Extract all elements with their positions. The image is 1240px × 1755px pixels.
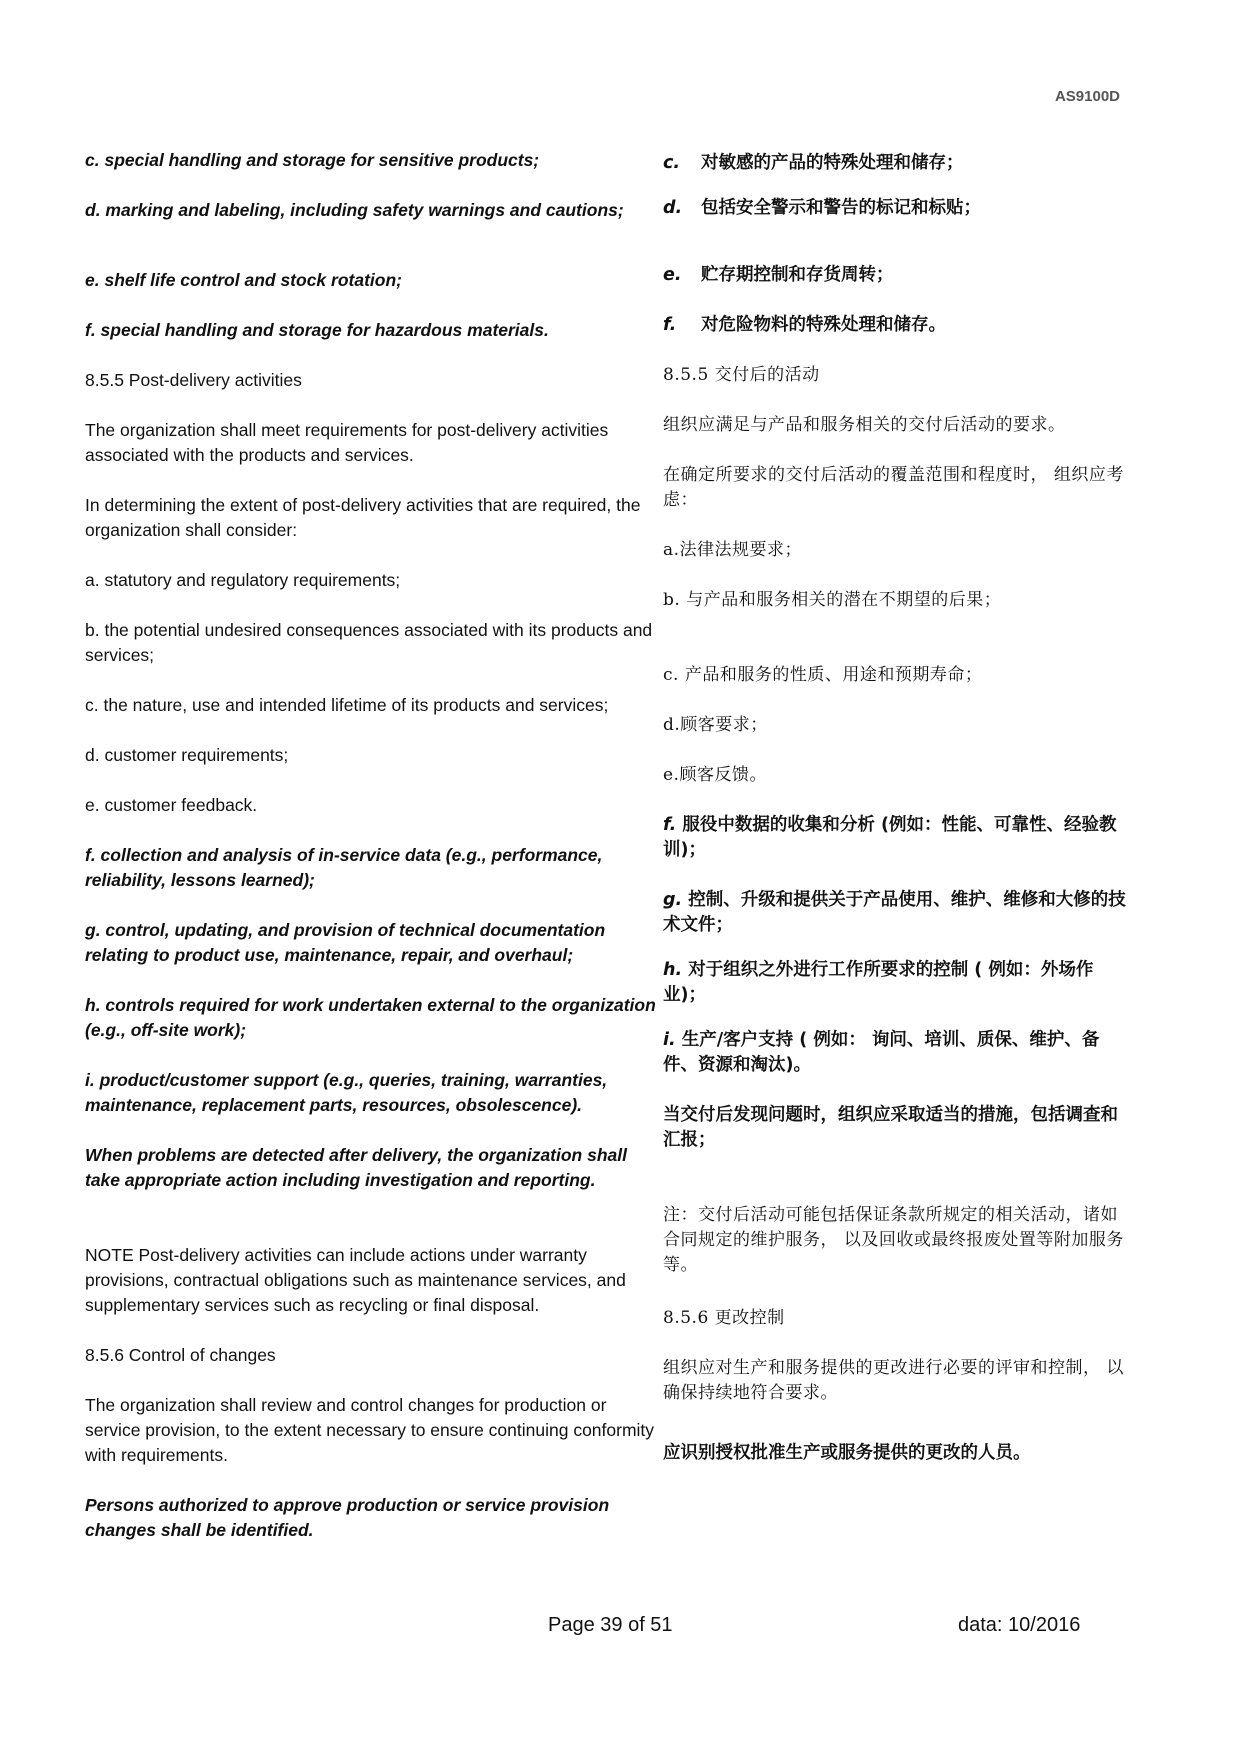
cn-list-item: h. 对于组织之外进行工作所要求的控制 ( 例如：外场作业)； [663,960,1094,1005]
page-number: Page 39 of 51 [548,1614,673,1636]
en-paragraph: The organization shall meet requirements for post-delivery activities associated with the products and services. [85,420,609,465]
cn-item-c: c. 对敏感的产品的特殊处理和储存； [663,153,964,173]
cn-paragraph: 组织应满足与产品和服务相关的交付后活动的要求。 [663,415,1066,435]
en-paragraph: The organization shall review and control changes for production or service provision, to the extent necessary to ensure continuing conformity with requirements. [85,1395,655,1465]
en-paragraph: When problems are detected after delivery, the organization shall take appropriate action including investigation and reporting. [85,1145,627,1190]
cn-note: 注：交付后活动可能包括保证条款所规定的相关活动，诸如合同规定的维护服务， 以及回收或最终报废处置等附加服务等。 [663,1205,1124,1275]
cn-paragraph: 组织应对生产和服务提供的更改进行必要的评审和控制， 以确保持续地符合要求。 [663,1358,1124,1403]
cn-list-item: g. 控制、升级和提供关于产品使用、维护、维修和大修的技术文件； [663,890,1126,935]
cn-list-item: i. 生产/客户支持 ( 例如： 询问、培训、质保、维护、备件、资源和淘汰)。 [663,1030,1100,1075]
en-list-item: f. collection and analysis of in-service data (e.g., performance, reliability, lessons learned); [85,845,603,890]
cn-item-d: d. 包括安全警示和警告的标记和标贴； [663,198,981,218]
cn-list-item: a.法律法规要求； [663,540,803,560]
en-list-item: g. control, updating, and provision of technical documentation relating to product use, maintenance, repair, and overhaul; [85,920,606,965]
document-code: AS9100D [1054,88,1120,105]
en-section-856-title: 8.5.6 Control of changes [85,1345,276,1365]
en-paragraph: Persons authorized to approve production or service provision changes shall be identified. [85,1495,610,1540]
cn-list-item: c. 产品和服务的性质、用途和预期寿命； [663,665,983,685]
en-item-f: f. special handling and storage for hazardous materials. [85,320,549,340]
en-list-item: c. the nature, use and intended lifetime of its products and services; [85,695,609,715]
cn-item-f: f. 对危险物料的特殊处理和储存。 [663,315,946,335]
cn-section-856-title: 8.5.6 更改控制 [663,1308,785,1328]
en-section-855-title: 8.5.5 Post-delivery activities [85,370,302,390]
cn-list-item: f. 服役中数据的收集和分析 (例如：性能、可靠性、经验教训)； [663,815,1117,860]
document-date: data: 10/2016 [958,1614,1081,1636]
cn-list-item: d.顾客要求； [663,715,768,735]
en-paragraph: In determining the extent of post-delivery activities that are required, the organization shall consider: [85,495,641,540]
en-list-item: d. customer requirements; [85,745,289,765]
en-list-item: i. product/customer support (e.g., queries, training, warranties, maintenance, replacement parts, resources, obsolescence). [85,1070,608,1115]
cn-list-item: b. 与产品和服务相关的潜在不期望的后果； [663,590,1002,610]
cn-list-item: e.顾客反馈。 [663,765,767,785]
cn-item-e: e. 贮存期控制和存货周转； [663,265,894,285]
cn-paragraph: 在确定所要求的交付后活动的覆盖范围和程度时， 组织应考虑： [663,465,1124,510]
en-list-item: b. the potential undesired consequences associated with its products and services; [85,620,653,665]
en-item-c: c. special handling and storage for sensitive products; [85,150,540,170]
en-note: NOTE Post-delivery activities can include actions under warranty provisions, contractual obligations such as maintenance services, and supplementary services such as recycling or final disposal. [85,1245,626,1315]
en-list-item: e. customer feedback. [85,795,258,815]
cn-paragraph: 应识别授权批准生产或服务提供的更改的人员。 [663,1443,1031,1463]
en-list-item: h. controls required for work undertaken external to the organization (e.g., off-site work); [85,995,656,1040]
cn-section-855-title: 8.5.5 交付后的活动 [663,365,820,385]
en-list-item: a. statutory and regulatory requirements; [85,570,401,590]
en-item-e: e. shelf life control and stock rotation; [85,270,402,290]
cn-paragraph: 当交付后发现问题时，组织应采取适当的措施，包括调查和汇报； [663,1105,1118,1150]
en-item-d: d. marking and labeling, including safety warnings and cautions; [85,200,624,220]
